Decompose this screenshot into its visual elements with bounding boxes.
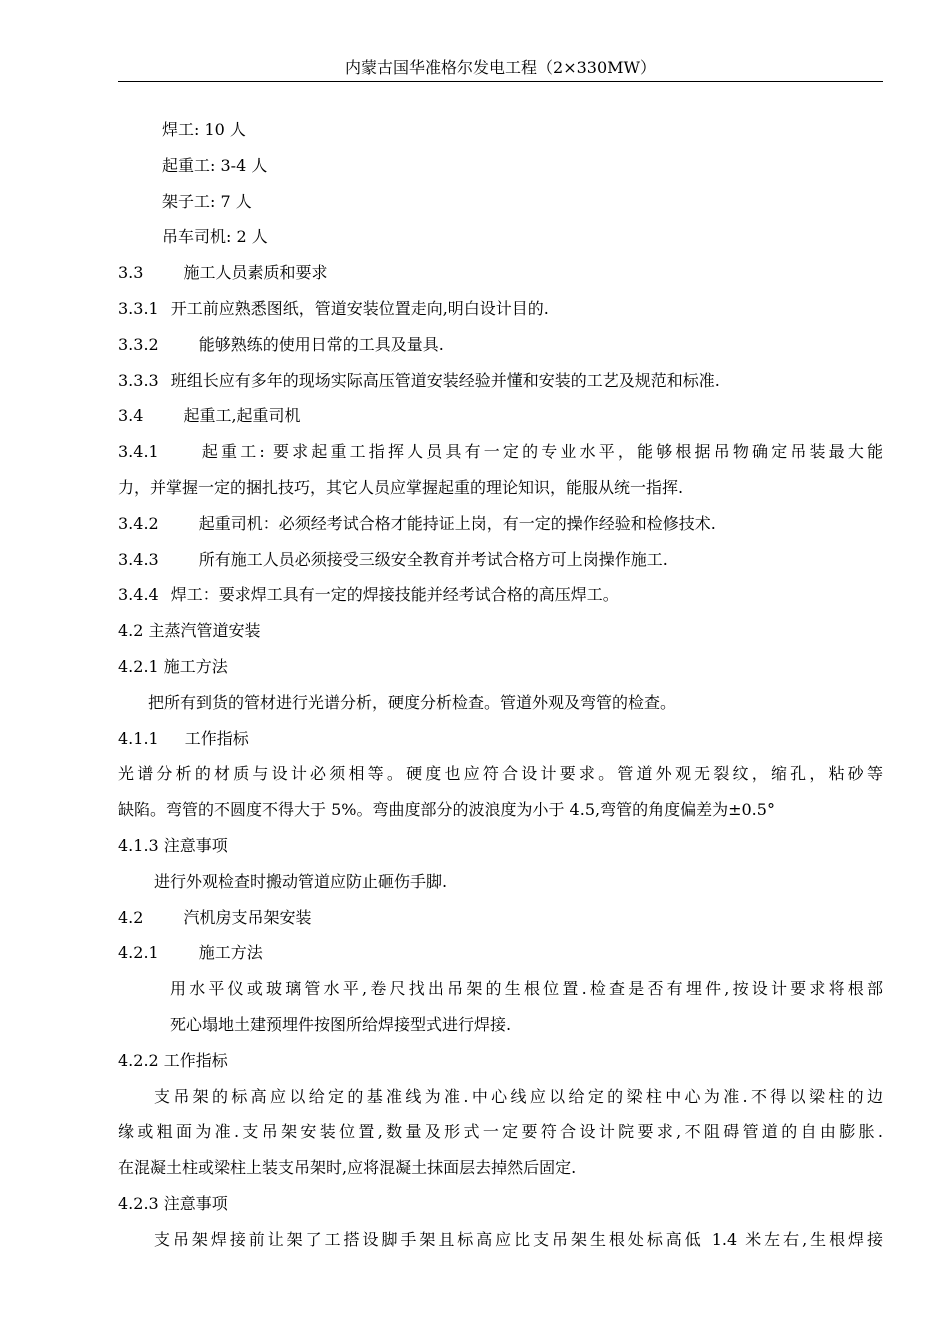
staff-crane-drivers-line: 吊车司机: 2 人	[162, 227, 268, 247]
item-number: 3.3.1	[118, 298, 159, 318]
item-text: 能够熟练的使用日常的工具及量具.	[198, 334, 444, 354]
staff-riggers-line: 起重工: 3-4 人	[162, 155, 268, 175]
item-text: 施工方法	[198, 943, 263, 963]
item-3-3-1	[118, 291, 883, 327]
item-number: 3.3.2	[118, 334, 159, 354]
section-4-2-main-steam-heading: 4.2 主蒸汽管道安装	[118, 621, 261, 641]
staff-scaffolders-line: 架子工: 7 人	[162, 191, 252, 211]
item-3-4-4	[118, 577, 883, 613]
support-method-line-1: 用水平仪或玻璃管水平,卷尺找出吊架的生根位置.检查是否有埋件,按设计要求将根部	[170, 979, 883, 999]
support-notes-line-1: 支吊架焊接前让架了工搭设脚手架且标高应比支吊架生根处标高低 1.4 米左右,生根焊接	[154, 1229, 883, 1249]
support-method-line-2: 死心塌地土建预埋件按图所给焊接型式进行焊接.	[170, 1014, 512, 1034]
item-number: 3.4.4	[118, 585, 159, 605]
item-3-4-3	[118, 542, 883, 578]
item-number: 4.1.1	[118, 728, 159, 748]
item-3-3-3	[118, 363, 883, 399]
item-text: 起重工: 要求起重工指挥人员具有一定的专业水平，能够根据吊物确定吊装最大能	[198, 442, 883, 462]
section-title: 施工人员素质和要求	[183, 263, 328, 283]
section-title: 起重工,起重司机	[183, 406, 301, 426]
support-spec-line-2: 缘或粗面为准.支吊架安装位置,数量及形式一定要符合设计院要求,不阻碍管道的自由膨胀.	[118, 1122, 883, 1142]
page-header-title: 内蒙古国华准格尔发电工程（2×330MW）	[345, 58, 656, 77]
section-3-3-heading	[118, 255, 883, 291]
header-divider	[118, 81, 883, 82]
item-text: 开工前应熟悉图纸，管道安装位置走向,明白设计目的.	[170, 298, 549, 318]
support-spec-line-1: 支吊架的标高应以给定的基准线为准.中心线应以给定的梁柱中心为准.不得以梁柱的边	[154, 1086, 883, 1106]
spec-paragraph-line-2: 缺陷。弯管的不圆度不得大于 5%。弯曲度部分的波浪度为小于 4.5,弯管的角度偏差为±0.5°	[118, 800, 775, 820]
section-number: 3.3	[118, 263, 144, 283]
item-text: 起重司机：必须经考试合格才能持证上岗，有一定的操作经验和检修技术.	[198, 513, 716, 533]
item-number: 3.4.2	[118, 513, 159, 533]
item-3-4-1-continued: 力，并掌握一定的捆扎技巧，其它人员应掌握起重的理论知识，能服从统一指挥.	[118, 477, 684, 497]
item-3-3-2	[118, 327, 883, 363]
item-4-2-3-heading: 4.2.3 注意事项	[118, 1193, 228, 1213]
item-3-4-2	[118, 506, 883, 542]
item-number: 3.3.3	[118, 370, 159, 390]
section-number: 3.4	[118, 406, 144, 426]
section-3-4-heading	[118, 398, 883, 434]
item-text: 焊工：要求焊工具有一定的焊接技能并经考试合格的高压焊工。	[170, 585, 619, 605]
method-paragraph: 把所有到货的管材进行光谱分析，硬度分析检查。管道外观及弯管的检查。	[148, 692, 677, 712]
section-title: 汽机房支吊架安装	[183, 907, 312, 927]
item-number: 4.2.1	[118, 943, 159, 963]
staff-welders-line: 焊工: 10 人	[162, 120, 246, 139]
item-4-1-3-heading: 4.1.3 注意事项	[118, 835, 228, 855]
section-4-2-support-heading	[118, 900, 883, 936]
item-4-1-1-heading	[118, 721, 883, 757]
document-body	[118, 112, 883, 1258]
item-text: 所有施工人员必须接受三级安全教育并考试合格方可上岗操作施工.	[198, 549, 668, 569]
support-spec-line-3: 在混凝土柱或梁柱上装支吊架时,应将混凝土抹面层去掉然后固定.	[118, 1158, 577, 1178]
item-4-2-2-heading: 4.2.2 工作指标	[118, 1050, 228, 1070]
notes-paragraph: 进行外观检查时搬动管道应防止砸伤手脚.	[154, 871, 448, 891]
item-number: 3.4.1	[118, 442, 159, 462]
item-number: 3.4.3	[118, 549, 159, 569]
spec-paragraph-line-1: 光谱分析的材质与设计必须相等。硬度也应符合设计要求。管道外观无裂纹，缩孔，粘砂等	[118, 764, 883, 784]
item-3-4-1	[118, 434, 883, 470]
item-4-2-1-heading	[118, 935, 883, 971]
item-4-2-1-method-heading: 4.2.1 施工方法	[118, 656, 228, 676]
item-text: 班组长应有多年的现场实际高压管道安装经验并懂和安装的工艺及规范和标准.	[170, 370, 720, 390]
section-number: 4.2	[118, 907, 144, 927]
item-text: 工作指标	[184, 728, 249, 748]
